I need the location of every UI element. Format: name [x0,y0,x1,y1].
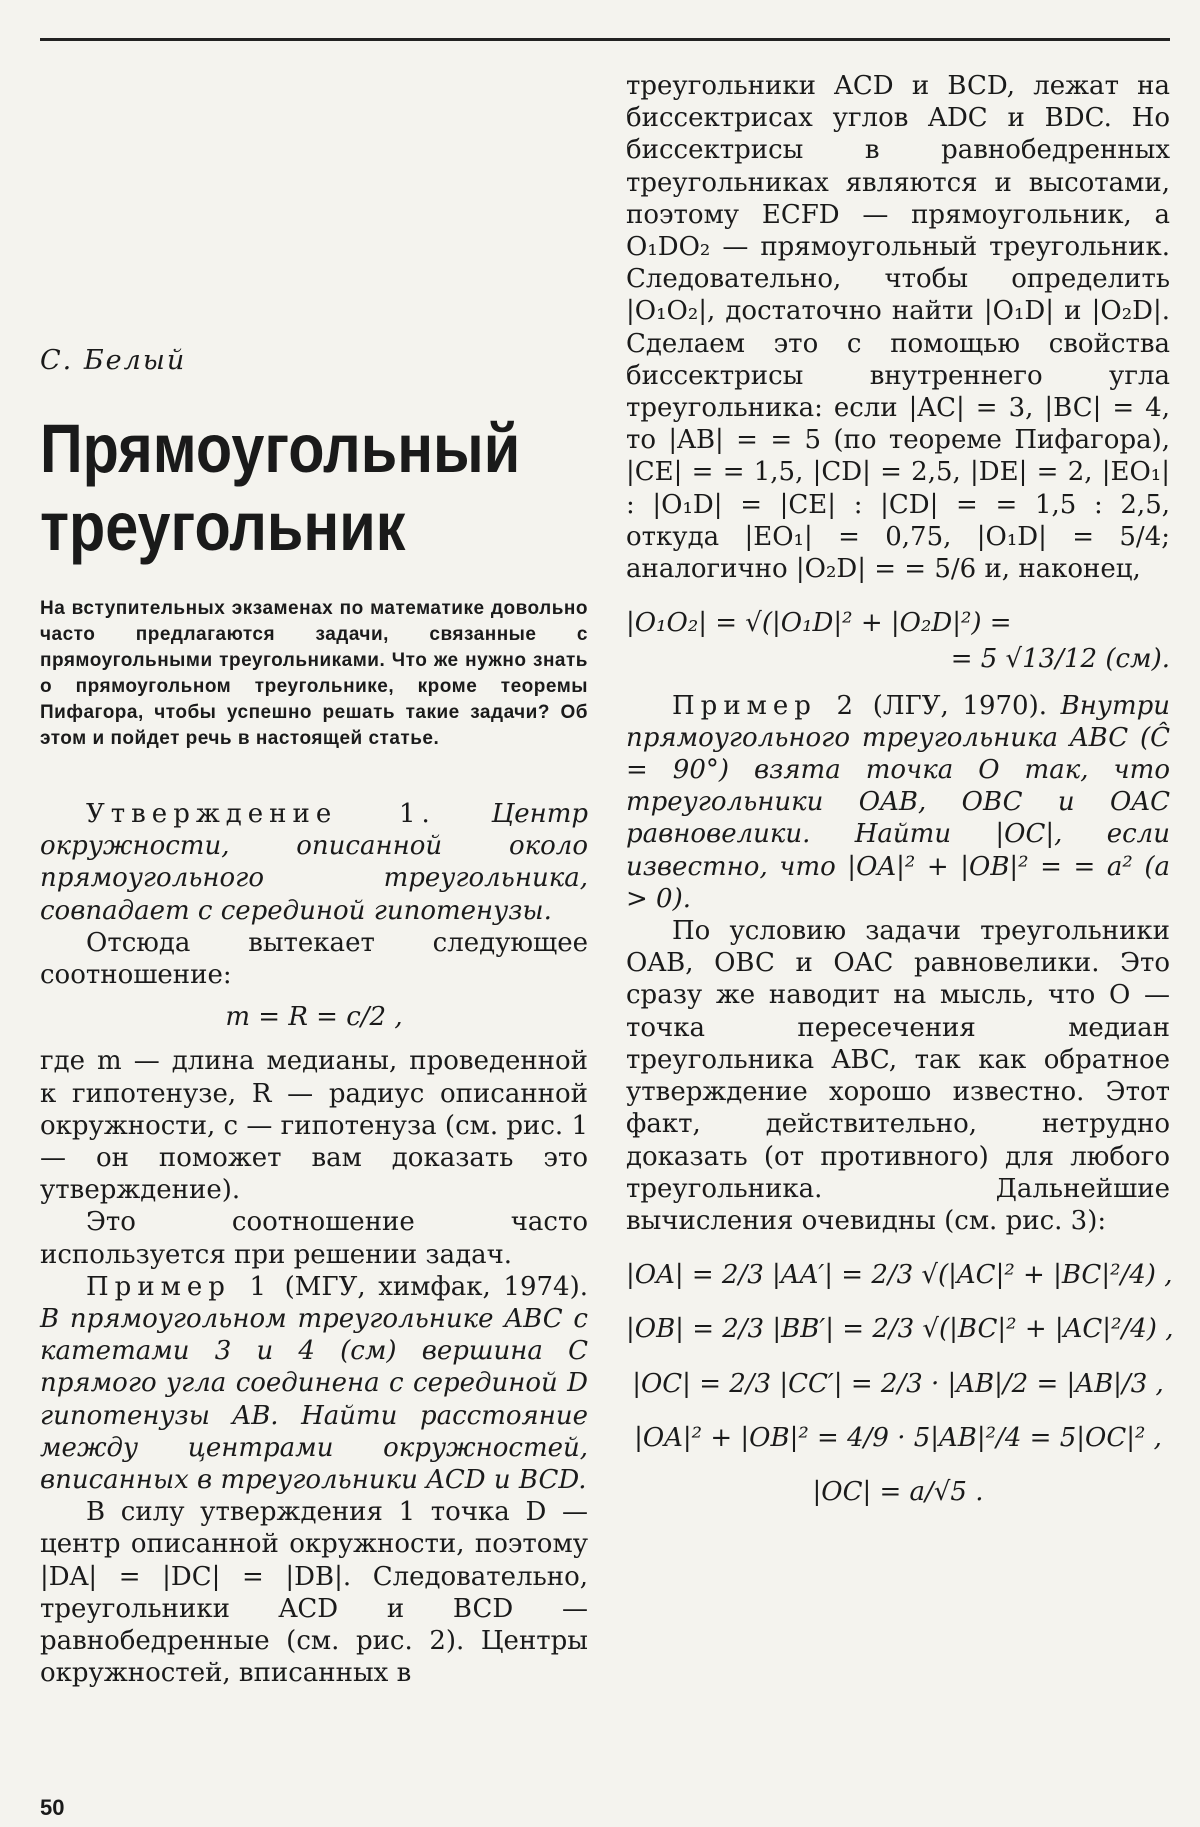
example-source: (ЛГУ, 1970). [872,690,1048,721]
equation: |OB| = 2/3 |BB′| = 2/3 √(|BC|² + |AC|²/4) , [626,1314,1174,1345]
paragraph: треугольники ACD и BCD, лежат на биссектрисах углов ADC и BDC. Но биссектрисы в равнобедренных треугольниках являются и высотами, поэтому ECFD — прямоугольник, а O₁DO₂ — прямоугольный треугольник. Следовательно, чтобы определить |O₁O₂|, достаточно найти |O₁D| и |O₂D|. Сделаем это с помощью свойства биссектрисы внутреннего угла треугольника: если |AC| = 3, |BC| = 4, то |AB| = = 5 (по теореме Пифагора), |CE| = = 1,5, |CD| = 2,5, |DE| = 2, |EO₁| : |O₁D| = |CE| : |CD| = = 1,5 : 2,5, откуда |EO₁| = 0,75, |O₁D| = 5/4; аналогично |O₂D| = = 5/6 и, наконец, [626,71,1170,585]
title-line-2: треугольник [40,488,406,565]
article-title [40,410,520,566]
claim-paragraph [40,798,588,927]
example-1 [40,1271,588,1496]
equation: |OC| = 2/3 |CC′| = 2/3 · |AB|/2 = |AB|/3 , [632,1368,1164,1399]
example-label: Пример 2 [672,690,860,721]
paragraph: Это соотношение часто используется при решении задач. [40,1207,588,1270]
equation: |OA| = 2/3 |AA′| = 2/3 √(|AC|² + |BC|²/4) , [626,1260,1173,1291]
example-source: (МГУ, химфак, 1974). [284,1271,588,1302]
paragraph: В силу утверждения 1 точка D — центр описанной окружности, поэтому |DA| = |DC| = |DB|. Следовательно, треугольники ACD и BCD — равнобедренные (см. рис. 2). Центры окружностей, вписанных в [40,1497,588,1689]
lead-paragraph: На вступительных экзаменах по математике довольно часто предлагаются задачи, связанные с прямоугольными треугольниками. Что же нужно знать о прямоугольном треугольнике, кроме теоремы Пифагора, чтобы успешно решать такие задачи? Об этом и пойдет речь в настоящей статье. [40,598,588,749]
right-column [626,70,1174,1530]
formula: = 5 √13/12 (см). [950,644,1170,675]
claim-label: Утверждение 1. [86,799,436,829]
paragraph: где m — длина медианы, проведенной к гипотенузе, R — радиус описанной окружности, c — гипотенуза (см. рис. 1 — он поможет вам доказать это утверждение). [40,1046,588,1206]
equation: |OA|² + |OB|² = 4/9 · 5|AB|²/4 = 5|OC|² , [634,1422,1162,1453]
top-rule [40,38,1170,41]
claim-text: Центр окружности, описанной около прямоугольного треугольника, совпадает с серединой гипотенузы. [40,799,588,926]
paragraph: Отсюда вытекает следующее соотношение: [40,927,588,991]
author: С. Белый [40,345,187,376]
equation: |OC| = a/√5 . [812,1476,984,1507]
example-label: Пример 1 [86,1271,273,1302]
example-text: В прямоугольном треугольнике ABC с катетами 3 и 4 (см) вершина C прямого угла соединена с серединой D гипотенузы AB. Найти расстояние между центрами окружностей, вписанных в треугольники ACD и BCD. [40,1304,588,1496]
paragraph: По условию задачи треугольники OAB, OBC и OAC равновелики. Это сразу же наводит на мысль, что O — точка пересечения медиан треугольника ABC, так как обратное утверждение хорошо известно. Этот факт, действительно, нетрудно доказать (от противного) для любого треугольника. Дальнейшие вычисления очевидны (см. рис. 3): [626,916,1170,1236]
formula: m = R = c/2 , [225,1002,403,1033]
left-column [40,798,588,1689]
formula: |O₁O₂| = √(|O₁D|² + |O₂D|²) = [626,608,1012,639]
example-2 [626,690,1170,915]
title-line-1: Прямоугольный [40,410,521,487]
example-text: Внутри прямоугольного треугольника ABC (Ĉ = 90°) взята точка O так, что треугольники OAB, OBC и OAC равновелики. Найти |OC|, если известно, что |OA|² + |OB|² = = a² (a > 0). [626,690,1170,914]
page-number: 50 [40,1795,65,1820]
